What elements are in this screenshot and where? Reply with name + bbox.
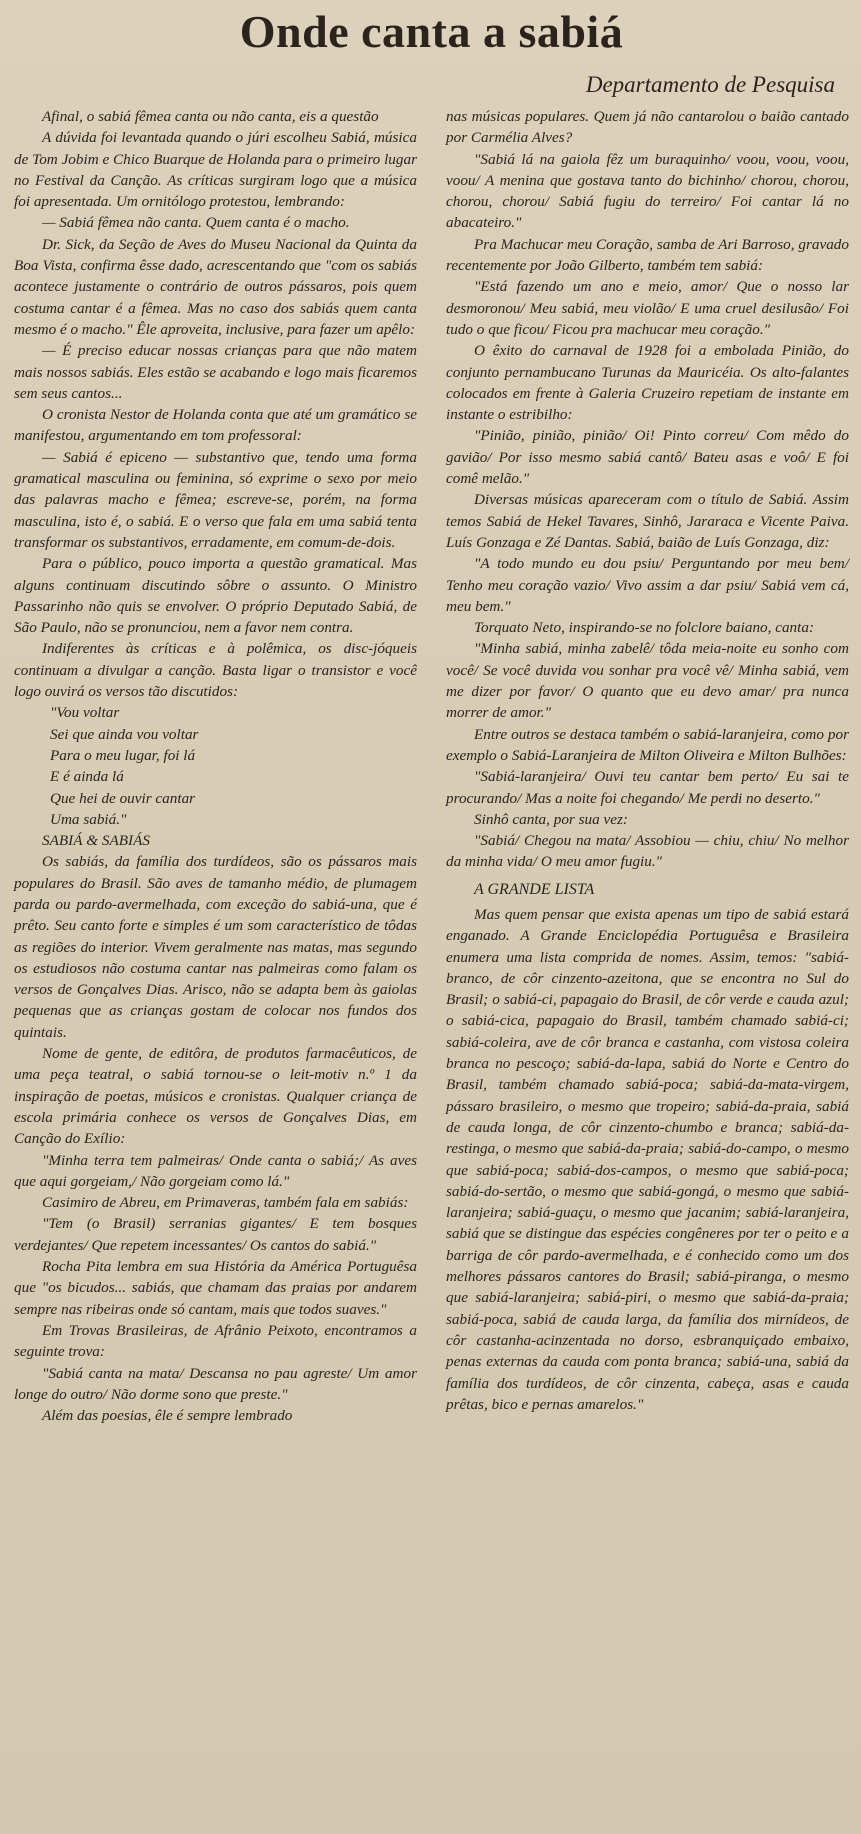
right-column <box>446 106 849 1426</box>
paragraph: A dúvida foi levantada quando o júri escolheu Sabiá, música de Tom Jobim e Chico Buarque de Holanda para o primeiro lugar no Festival da Canção. As críticas surgiram logo que a música foi apresentada. Um ornitólogo protestou, lembrando: <box>14 129 417 211</box>
paragraph: — Sabiá é epiceno — substantivo que, tendo uma forma gramatical masculina ou feminina, só exprime o sexo por meio das palavras macho e fêmea; escreve-se, porém, na forma masculina, isto é, o sabiá. E o verso que fala em uma sabiá tenta transformar os substantivos, erradamente, em comum-de-dois. <box>14 448 417 551</box>
verse-line: Uma sabiá." <box>50 810 127 828</box>
paragraph: Para o público, pouco importa a questão gramatical. Mas alguns continuam discutindo sôbre o assunto. O Ministro Passarinho não quis se envolver. O próprio Deputado Sabiá, de São Paulo, não se pronunciou, nem a favor nem contra. <box>14 555 417 637</box>
paragraph: Nome de gente, de editôra, de produtos farmacêuticos, de uma peça teatral, o sabiá tornou-se o leit-motiv n.º 1 da inspiração de poetas, músicos e cronistas. Qualquer criança de escola primária conhece os versos de Gonçalves Dias, em Canção do Exílio: <box>14 1045 417 1148</box>
paragraph: Torquato Neto, inspirando-se no folclore baiano, canta: <box>474 619 815 637</box>
verse-line: "Vou voltar <box>50 704 120 722</box>
verse-line: Que hei de ouvir cantar <box>50 789 196 807</box>
paragraph: Entre outros se destaca também o sabiá-laranjeira, como por exemplo o Sabiá-Laranjeira de Milton Oliveira e Milton Bulhões: <box>446 725 849 764</box>
article-title: Onde canta a sabiá <box>239 6 624 57</box>
paragraph: "Pinião, pinião, pinião/ Oi! Pinto correu/ Com mêdo do gavião/ Por isso mesmo sabiá cantô/ Bateu asas e voô/ E foi comê melão." <box>446 427 849 488</box>
section-heading: A GRANDE LISTA <box>474 880 595 898</box>
byline: Departamento de Pesquisa <box>585 72 835 97</box>
paragraph: "Tem (o Brasil) serranias gigantes/ E tem bosques verdejantes/ Que repetem incessantes/ Os cantos do sabiá." <box>14 1215 417 1254</box>
paragraph: Dr. Sick, da Seção de Aves do Museu Nacional da Quinta da Boa Vista, confirma êsse dado, acrescentando que "com os sabiás acontece justamente o contrário de outros pássaros, pois quem costuma cantar é a fêmea. Mas no caso dos sabiás quem canta mesmo é o macho." Êle aproveita, inclusive, para fazer um apêlo: <box>14 235 417 338</box>
paragraph: "Sabiá lá na gaiola fêz um buraquinho/ voou, voou, voou, voou/ A menina que gostava tanto do bichinho/ chorou, chorou, chorou, chorou/ Sabiá fugiu do terreiro/ Foi cantar lá no abacateiro." <box>446 150 849 232</box>
paragraph: Indiferentes às críticas e à polêmica, os disc-jóqueis continuam a divulgar a canção. Basta ligar o transistor e você logo ouvirá os versos tão discutidos: <box>14 640 417 701</box>
paragraph: "Sabiá/ Chegou na mata/ Assobiou — chiu, chiu/ No melhor da minha vida/ O meu amor fugiu." <box>446 832 849 871</box>
paragraph: Afinal, o sabiá fêmea canta ou não canta, eis a questão <box>42 108 379 125</box>
paragraph: Os sabiás, da família dos turdídeos, são os pássaros mais populares do Brasil. São aves de tamanho médio, de plumagem parda ou pardo-avermelhada, com exceção do sabiá-una, que é prêto. Seu canto forte e simples é um som característico de tôdas as regiões do interior. Vivem geralmente nas matas, mas segundo os estudiosos não costuma cantar nas palmeiras como falam os versos de Gonçalves Dias. Arisco, não se adapta bem às gaiolas pequenas que as crianças gostam de colocar nos fundos dos quintais. <box>14 853 417 1041</box>
article-body <box>14 106 849 1426</box>
paragraph: nas músicas populares. Quem já não cantarolou o baião cantado por Carmélia Alves? <box>446 108 849 147</box>
paragraph: "Minha sabiá, minha zabelê/ tôda meia-noite eu sonho com você/ Se você duvida vou sonhar pra você vê/ Minha sabiá, vem me dizer por favor/ O quanto que eu devo amar/ pra nunca morrer de amor." <box>446 640 849 722</box>
paragraph: "A todo mundo eu dou psiu/ Perguntando por meu bem/ Tenho meu coração vazio/ Vivo assim a dar psiu/ Sabiá vem cá, meu bem." <box>446 555 849 615</box>
paragraph: O êxito do carnaval de 1928 foi a embolada Pinião, do conjunto pernambucano Turunas da Mauricéia. Os alto-falantes colocados em frente à Galeria Cruzeiro repetiam de instante em instante o estribilho: <box>446 342 849 424</box>
paragraph: "Sabiá canta na mata/ Descansa no pau agreste/ Um amor longe do outro/ Não dorme sono que preste." <box>14 1364 417 1403</box>
left-column <box>14 106 417 1426</box>
paragraph: Em Trovas Brasileiras, de Afrânio Peixoto, encontramos a seguinte trova: <box>14 1321 417 1361</box>
paragraph: Pra Machucar meu Coração, samba de Ari Barroso, gravado recentemente por João Gilberto, também tem sabiá: <box>446 235 849 275</box>
paragraph: Diversas músicas apareceram com o título de Sabiá. Assim temos Sabiá de Hekel Tavares, Sinhô, Jararaca e Vicente Paiva. Luís Gonzaga e Zé Dantas. Sabiá, baião de Luís Gonzaga, diz: <box>446 491 849 551</box>
verse-line: Para o meu lugar, foi lá <box>50 746 196 764</box>
paragraph: "Sabiá-laranjeira/ Ouvi teu cantar bem perto/ Eu sai te procurando/ Mas a noite foi chegando/ Me perdi no deserto." <box>446 768 849 807</box>
paragraph: Além das poesias, êle é sempre lembrado <box>42 1407 293 1425</box>
paragraph: Casimiro de Abreu, em Primaveras, também fala em sabiás: <box>42 1194 409 1212</box>
paragraph: — É preciso educar nossas crianças para que não matem mais nossos sabiás. Eles estão se acabando e logo mais ficaremos sem seus cantos... <box>14 342 417 402</box>
paragraph: "Minha terra tem palmeiras/ Onde canta o sabiá;/ As aves que aqui gorgeiam,/ Não gorgeiam como lá." <box>14 1151 417 1190</box>
paragraph: Mas quem pensar que exista apenas um tipo de sabiá estará enganado. A Grande Enciclopédia Portuguêsa e Brasileira enumera uma lista comprida de nomes. Assim, temos: "sabiá-branco, de côr cinzento-azeitona, que se encontra no Sul do Brasil; o sabiá-ci, papagaio do Brasil, de côr verde e cauda azul; o sabiá-cica, papagaio do Brasil, também chamado sabiá-ci; sabiá-coleira, ave de côr branca e castanha, com vistosa coleira branca no pescoço; sabiá-da-lapa, sabiá do Norte e Centro do Brasil, também chamado sabiá-poca; sabiá-da-mata-virgem, pássaro brasileiro, o mesmo que tropeiro; sabiá-da-praia, sabiá de cauda longa, de côr cinzento-chumbo e branca; sabiá-da-restinga, o mesmo que sabiá-da-praia; sabiá-do-campo, o mesmo que sabiá-poca; sabiá-dos-campos, o mesmo que sabiá-poca; sabiá-do-sertão, o mesmo que sabiá-gongá, o mesmo que sabiá-laranjeira; sabiá-guaçu, o mesmo que jacanim; sabiá-laranjeira, sabiá que se distingue das espécies congêneres por ter o peito e a barriga de côr pardo-avermelhada, e é conhecido como um dos melhores pássaros cantores do Brasil; sabiá-piranga, o mesmo que sabiá-laranjeira; sabiá-piri, o mesmo que sabiá-da-praia; sabiá-poca, sabiá de cauda larga, da família dos mirnídeos, de côr castanha-acinzentada no dorso, esbranquiçado embaixo, penas externas da cauda com ponta branca; sabiá-una, sabiá da família dos turdídeos, de côr cinzenta, cabeça, asas e cauda prêtas, bico e pernas amarelos." <box>446 905 849 1413</box>
paragraph: "Está fazendo um ano e meio, amor/ Que o nosso lar desmoronou/ Meu sabiá, meu violão/ E uma cruel desilusão/ Foi tudo o que ficou/ Ficou pra machucar meu coração." <box>446 278 849 338</box>
paragraph: O cronista Nestor de Holanda conta que até um gramático se manifestou, argumentando em tom professoral: <box>14 406 417 445</box>
paragraph: Sinhô canta, por sua vez: <box>474 810 628 828</box>
verse-line: Sei que ainda vou voltar <box>50 725 199 743</box>
paragraph: Rocha Pita lembra em sua História da América Portuguêsa que "os bicudos... sabiás, que chamam das praias por andarem sempre nas ribeiras onde só cantam, mais que todos suaves." <box>14 1258 417 1318</box>
song-verse <box>14 702 417 830</box>
paragraph: — Sabiá fêmea não canta. Quem canta é o macho. <box>42 214 350 232</box>
verse-line: E é ainda lá <box>50 768 124 786</box>
section-heading: SABIÁ & SABIÁS <box>42 832 150 850</box>
